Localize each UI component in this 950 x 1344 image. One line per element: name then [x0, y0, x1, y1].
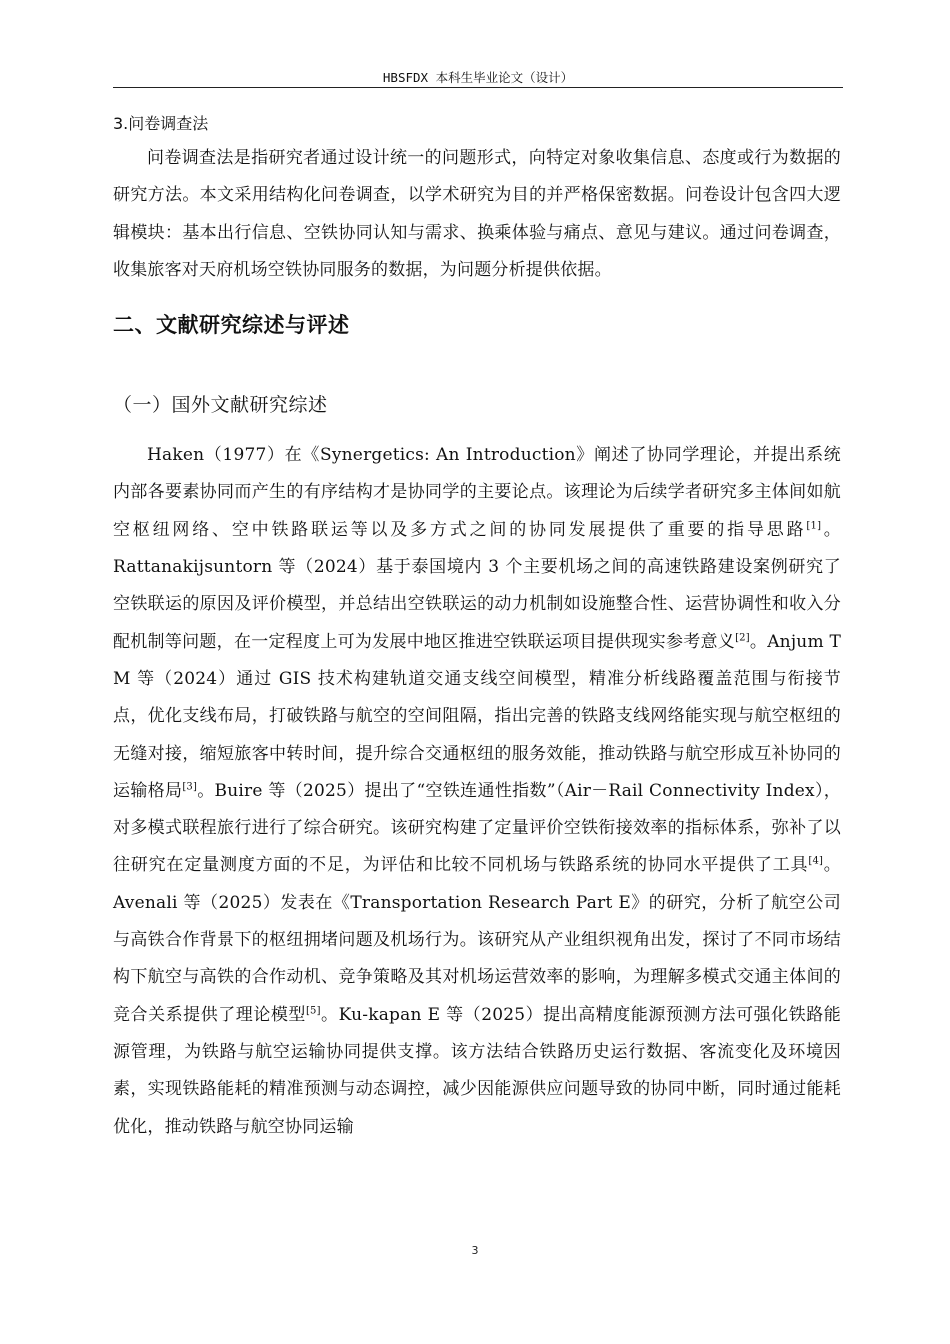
- paragraph-text: 。Buire 等（2025）提出了“空铁连通性指数”（Air－Rail Connectivity Index），对多模式联程旅行进行了综合研究。该研究构建了定量评价空铁衔接效率的指标体系，弥补了以往研究在定量测度方面的不足，为评估和比较不同机场与铁路系统的协同水平提供了工具: [113, 780, 841, 876]
- citation-2: [2]: [735, 632, 750, 644]
- method-heading: 3.问卷调查法: [113, 114, 209, 133]
- chapter-heading: 二、文献研究综述与评述: [113, 313, 350, 338]
- paragraph-text: 。Rattanakijsuntorn 等（2024）基于泰国境内 3 个主要机场之间的高速铁路建设案例研究了空铁联运的原因及评价模型，并总结出空铁联运的动力机制如设施整合性、运营协调性和收入分配机制等问题，在一定程度上可为发展中地区推进空铁联运项目提供现实参考意义: [113, 519, 841, 652]
- paragraph-text: Haken（1977）在《Synergetics: An Introduction》阐述了协同学理论，并提出系统内部各要素协同而产生的有序结构才是协同学的主要论点。该理论为后续学者研究多主体间如航空枢纽网络、空中铁路联运等以及多方式之间的协同发展提供了重要的指导思路: [113, 445, 841, 540]
- header-rule: [113, 87, 843, 88]
- page-number: 3: [471, 1244, 479, 1257]
- running-header: HBSFDX 本科生毕业论文（设计）: [382, 70, 574, 85]
- literature-paragraph: [113, 437, 841, 1146]
- citation-5: [5]: [305, 1004, 321, 1016]
- citation-1: [1]: [806, 520, 822, 532]
- paragraph-text: 。Avenali 等（2025）发表在《Transportation Research Part E》的研究，分析了航空公司与高铁合作背景下的枢纽拥堵问题及机场行为。该研究从产业组织视角出发，探讨了不同市场结构下航空与高铁的合作动机、竞争策略及其对机场运营效率的影响，为理解多模式交通主体间的竞合关系提供了理论模型: [113, 855, 841, 1025]
- subsection-heading: （一）国外文献研究综述: [113, 394, 328, 417]
- citation-4: [4]: [808, 855, 824, 867]
- paragraph-text: 。Anjum T M 等（2024）通过 GIS 技术构建轨道交通支线空间模型，精准分析线路覆盖范围与衔接节点，优化支线布局，打破铁路与航空的空间阻隔，指出完善的铁路支线网络能实现与航空枢纽的无缝对接，缩短旅客中转时间，提升综合交通枢纽的服务效能，推动铁路与航空形成互补协同的运输格局: [113, 631, 841, 801]
- method-paragraph: 问卷调查法是指研究者通过设计统一的问题形式，向特定对象收集信息、态度或行为数据的研究方法。本文采用结构化问卷调查，以学术研究为目的并严格保密数据。问卷设计包含四大逻辑模块：基本出行信息、空铁协同认知与需求、换乘体验与痛点、意见与建议。通过问卷调查，收集旅客对天府机场空铁协同服务的数据，为问题分析提供依据。: [113, 148, 841, 280]
- citation-3: [3]: [182, 781, 198, 793]
- page-body: [113, 108, 841, 1146]
- paragraph-text: 。Ku-kapan E 等（2025）提出高精度能源预测方法可强化铁路能源管理，为铁路与航空运输协同提供支撑。该方法结合铁路历史运行数据、客流变化及环境因素，实现铁路能耗的精准预测与动态调控，减少因能源供应问题导致的协同中断，同时通过能耗优化，推动铁路与航空协同运输: [113, 1004, 841, 1137]
